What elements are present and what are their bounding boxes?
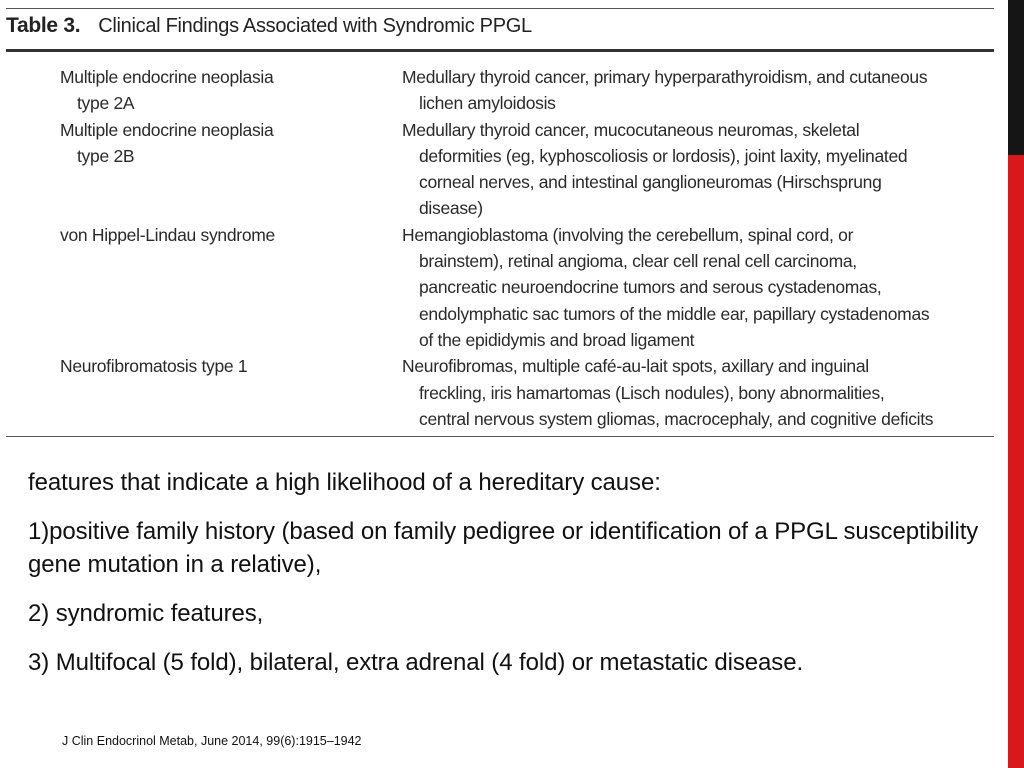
syndrome-line: von Hippel-Lindau syndrome xyxy=(60,224,275,245)
findings-line: disease) xyxy=(419,198,483,219)
findings-line: central nervous system gliomas, macrocephaly, and cognitive deficits xyxy=(419,408,934,429)
findings-line: brainstem), retinal angioma, clear cell renal cell carcinoma, xyxy=(419,251,857,272)
syndrome-line: Multiple endocrine neoplasia xyxy=(60,67,274,87)
point-1: 1)positive family history (based on family pedigree or identification of a PPGL susceptibility gene mutation in a relative), xyxy=(28,518,979,578)
findings-cell xyxy=(402,353,962,432)
table-bottom-rule xyxy=(6,436,994,437)
findings-line: deformities (eg, kyphoscoliosis or lordosis), joint laxity, myelinated xyxy=(419,145,908,166)
findings-line: Medullary thyroid cancer, mucocutaneous neuromas, skeletal xyxy=(402,119,860,140)
findings-cell xyxy=(402,117,962,222)
findings-cell xyxy=(402,64,962,117)
findings-line: lichen amyloidosis xyxy=(419,93,556,114)
point-2: 2) syndromic features, xyxy=(28,600,264,627)
slide-body xyxy=(28,466,988,695)
table-row xyxy=(60,117,980,222)
table-row xyxy=(60,222,980,353)
syndrome-line: Neurofibromatosis type 1 xyxy=(60,356,248,377)
syndrome-cell xyxy=(60,222,402,353)
table-header-rule xyxy=(6,49,994,52)
findings-line: Medullary thyroid cancer, primary hyperparathyroidism, and cutaneous xyxy=(402,67,928,87)
table-row xyxy=(60,353,980,432)
syndrome-line: Multiple endocrine neoplasia xyxy=(60,119,274,140)
findings-line: of the epididymis and broad ligament xyxy=(419,329,695,350)
findings-cell xyxy=(402,222,962,353)
findings-line: corneal nerves, and intestinal ganglioneuromas (Hirschsprung xyxy=(419,172,882,193)
syndrome-cell xyxy=(60,353,402,432)
table-body xyxy=(60,64,980,432)
findings-line: Hemangioblastoma (involving the cerebellum, spinal cord, or xyxy=(402,224,854,245)
table-label: Table 3. xyxy=(6,14,81,37)
syndrome-line: type 2A xyxy=(77,93,135,114)
intro-text: features that indicate a high likelihood of a hereditary cause: xyxy=(28,469,661,496)
slide-accent-bar xyxy=(1008,155,1024,768)
table-figure xyxy=(6,8,994,440)
findings-line: pancreatic neuroendocrine tumors and serous cystadenomas, xyxy=(419,277,882,298)
table-title xyxy=(6,14,532,44)
table-row xyxy=(60,64,980,117)
findings-line: endolymphatic sac tumors of the middle ear, papillary cystadenomas xyxy=(419,303,930,324)
point-3: 3) Multifocal (5 fold), bilateral, extra adrenal (4 fold) or metastatic disease. xyxy=(28,649,804,676)
findings-line: Neurofibromas, multiple café-au-lait spots, axillary and inguinal xyxy=(402,356,869,377)
findings-line: freckling, iris hamartomas (Lisch nodules), bony abnormalities, xyxy=(419,382,885,403)
table-top-rule xyxy=(6,8,994,9)
syndrome-cell xyxy=(60,117,402,222)
citation: J Clin Endocrinol Metab, June 2014, 99(6):1915–1942 xyxy=(62,734,362,748)
table-caption: Clinical Findings Associated with Syndromic PPGL xyxy=(98,15,532,37)
syndrome-cell xyxy=(60,64,402,117)
syndrome-line: type 2B xyxy=(77,145,135,166)
